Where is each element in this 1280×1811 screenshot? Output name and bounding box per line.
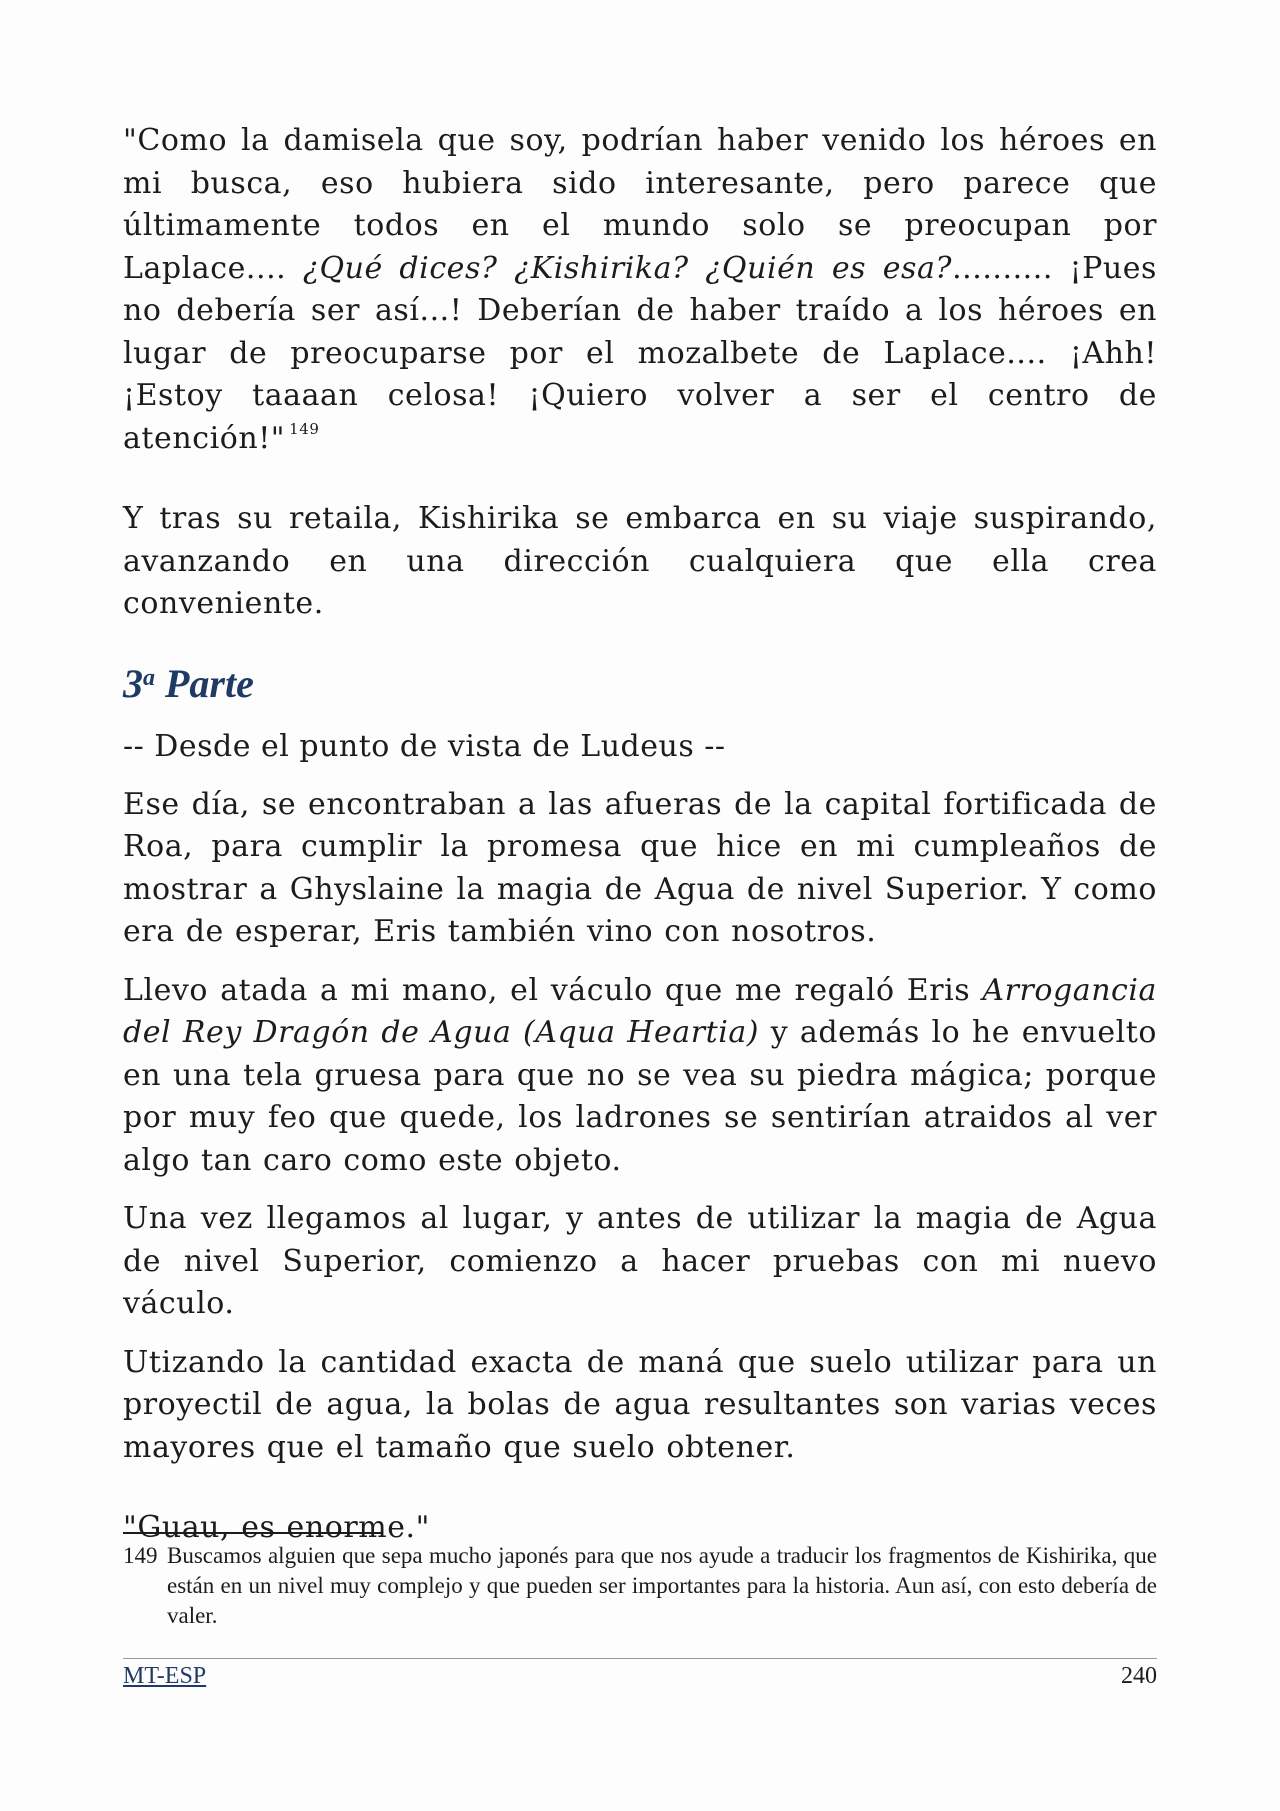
- quote-text-a: "Como la damisela que soy, podrían haber venido los héroes en mi busca, eso hubiera sido interesante, pero parece que últimamente todos en el mundo solo se preocupan por Laplace....: [123, 123, 1157, 286]
- footer-divider: [123, 1658, 1157, 1659]
- footnote-number: 149: [123, 1543, 158, 1568]
- section-ordinal: a: [143, 664, 155, 691]
- quote-text-c: .......... ¡Pues no debería ser así...! Deberían de haber traído a los héroes en lugar de preocuparse por el mozalbete de Laplace.... ¡Ahh! ¡Estoy taaaan celosa! ¡Quiero volver a ser el centro de atención!": [123, 250, 1157, 456]
- staff-text-a: Llevo atada a mi mano, el váculo que me regaló Eris: [123, 972, 983, 1008]
- footnote: [123, 1541, 1157, 1631]
- staff-name-italic: Arrogancia del Rey Dragón de Agua (Aqua Heartia): [123, 972, 1157, 1050]
- footnote-reference[interactable]: 149: [289, 419, 320, 438]
- paragraph-staff: [123, 970, 1157, 1183]
- page-number: 240: [1121, 1663, 1157, 1689]
- page-body: [123, 120, 1157, 1566]
- footnote-divider: [123, 1532, 381, 1534]
- paragraph-kishirika-quote: [123, 120, 1157, 460]
- paragraph-water-balls: Utizando la cantidad exacta de maná que suelo utilizar para un proyectil de agua, la bolas de agua resultantes son varias veces mayores que el tamaño que suelo obtener.: [123, 1344, 1157, 1465]
- paragraph-roa: Ese día, se encontraban a las afueras de la capital fortificada de Roa, para cumplir la promesa que hice en mi cumpleaños de mostrar a Ghyslaine la magia de Agua de nivel Superior. Y como era de esperar, Eris también vino con nosotros.: [123, 786, 1157, 949]
- staff-text-c: y además lo he envuelto en una tela gruesa para que no se vea su piedra mágica; porque por muy feo que quede, los ladrones se sentirían atraidos al ver algo tan caro como este objeto.: [123, 1015, 1157, 1178]
- section-number: 3: [123, 660, 143, 706]
- point-of-view-subheading: -- Desde el punto de vista de Ludeus --: [123, 728, 726, 764]
- paragraph-tests: Una vez llegamos al lugar, y antes de utilizar la magia de Agua de nivel Superior, comienzo a hacer pruebas con mi nuevo váculo.: [123, 1201, 1157, 1321]
- quote-text-italic: ¿Qué dices? ¿Kishirika? ¿Quién es esa?: [302, 250, 953, 286]
- section-title: Parte: [165, 660, 254, 706]
- section-heading: [123, 660, 1157, 708]
- paragraph-retaila: Y tras su retaila, Kishirika se embarca en su viaje suspirando, avanzando en una dirección cualquiera que ella crea conveniente.: [123, 501, 1157, 621]
- paragraph-guau: "Guau, es enorme.": [123, 1510, 430, 1545]
- footer-brand-link[interactable]: MT-ESP: [123, 1663, 207, 1689]
- footnote-text: Buscamos alguien que sepa mucho japonés para que nos ayude a traducir los fragmentos de Kishirika, que están en un nivel muy complejo y que pueden ser importantes para la historia. Aun así, con esto debería de valer.: [167, 1543, 1157, 1628]
- page-footer: [123, 1661, 1157, 1691]
